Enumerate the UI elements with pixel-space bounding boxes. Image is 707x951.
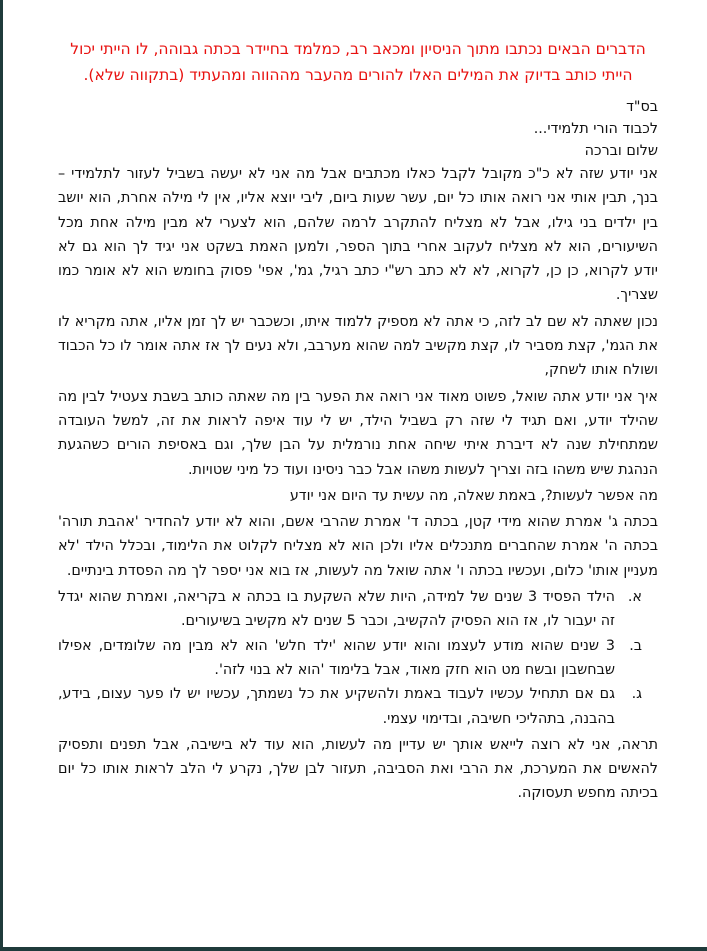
list-marker: א.	[627, 589, 642, 606]
list-item-text: הילד הפסיד 3 שנים של למידה, היות שלא השקעת בו בכתה א בקריאה, ואמרת שהוא יגדל זה יעבור לו, אז הוא הפסיק להקשיב, וכבר 5 שנים לא מקשיב בשיעורים.	[58, 589, 615, 630]
list-marker: ב.	[629, 637, 642, 654]
bottom-border	[0, 947, 707, 951]
list-item-text: 3 שנים שהוא מודע לעצמו והוא יודע שהוא 'ילד חלש' הוא לא מבין מה שלומדים, אפילו שבחשבון ובשח מט הוא חזק מאוד, אבל בלימוד 'הוא לא בנוי לזה'.	[58, 637, 615, 678]
loss-points-list	[58, 585, 658, 731]
paragraph-1: אני יודע שזה לא כ"כ מקובל לקבל כאלו מכתבים אבל מה אני לא יעשה בשביל לעזור לתלמידי – בנך, תבין אותי אני רואה אותו כל יום, עשר שעות ביום, ליבי יוצא אליו, אין לי מילה אחרת, הוא יושב בין ילדים בני גילו, אבל לא מצליח להתקרב לרמה שלהם, הוא לצערי לא מבין מילה אחת מכל השיעורים, הוא לא מצליח לעקוב אחרי בתוך הספר, ולמען האמת בשקט אני יגיד לך הוא גם לא יודע לקרוא, כן כן, לקרוא, לא לא כתב רש"י כתב רגיל, גמ', אפי' פסוק בחומש הוא לא אומר כמו שצריך.	[58, 166, 658, 304]
intro-note: הדברים הבאים נכתבו מתוך הניסיון ומכאב רב, כמלמד בחיידר בכתה גבוהה, לו הייתי יכול הייתי כותב בדיוק את המילים האלו להורים מהעבר מההווה ומהעתיד (בתקווה שלא).	[70, 40, 646, 84]
closing-paragraph: תראה, אני לא רוצה לייאש אותך יש עדיין מה לעשות, הוא עוד לא בישיבה, אבל תפנים ותפסיק להאשים את המערכת, את הרבי ואת הסביבה, תעזור לבן שלך, נקרע לי הלב לראות אותו כל יום בכיתה מחפש תעסוקה.	[58, 736, 658, 802]
paragraph-5: בכתה ג' אמרת שהוא מידי קטן, בכתה ד' אמרת שהרבי אשם, והוא לא יודע להחדיר 'אהבת תורה' בכתה ה' אמרת שהחברים מתנכלים אליו ולכן הוא לא מצליח לקלוט את הלימוד, ובכלל הילד 'לא מעניין אותו' כלום, ועכשיו בכתה ו' אתה שואל מה לעשות, אז בוא אני יספר לך מה הפסדת בינתיים.	[58, 514, 658, 579]
list-item-text: גם אם תתחיל עכשיו לעבוד באמת ולהשקיע את כל נשמתך, עכשיו יש לו פער עצום, בידע, בהבנה, בתהליכי חשיבה, ובדימוי עצמי.	[58, 686, 615, 727]
list-item	[58, 585, 642, 634]
list-item	[58, 682, 642, 731]
paragraph-4: מה אפשר לעשות?, באמת שאלה, מה עשית עד היום אני יודע	[289, 487, 658, 504]
letter-addressee: לכבוד הורי תלמידי...	[533, 121, 658, 137]
list-marker: ג.	[631, 686, 642, 703]
letter-greeting: שלום וברכה	[584, 143, 658, 159]
paragraph-3: איך אני יודע אתה שואל, פשוט מאוד אני רואה את הפער בין מה שאתה כותב בשבת צעטיל לבין מה שהילד יודע, ואם תגיד לי שזה רק בשביל הילד, יש לי עוד איפה לראות את זה, למשל העובדה שמתחילת שנה לא דיברת איתי שיחה אחת נורמלית על הבן שלך, וגם באסיפת הורים כשהגעת הנהגת שיש משהו בזה וצריך לעשות משהו אבל כבר ניסינו ועוד כל מיני שטויות.	[58, 388, 658, 478]
list-item	[58, 634, 642, 683]
paragraph-2: נכון שאתה לא שם לב לזה, כי אתה לא מספיק ללמוד איתו, וכשכבר יש לך זמן אליו, אתה מקריא לו את הגמ', קצת מסביר לו, קצת מקשיב למה שהוא מערבב, ולא נעים לך אז אתה אומר לו כל הכבוד ושולח אותו לשחק,	[58, 313, 658, 379]
document-page	[58, 36, 658, 808]
left-border	[0, 0, 3, 951]
letter-header: בס"ד	[626, 99, 658, 115]
